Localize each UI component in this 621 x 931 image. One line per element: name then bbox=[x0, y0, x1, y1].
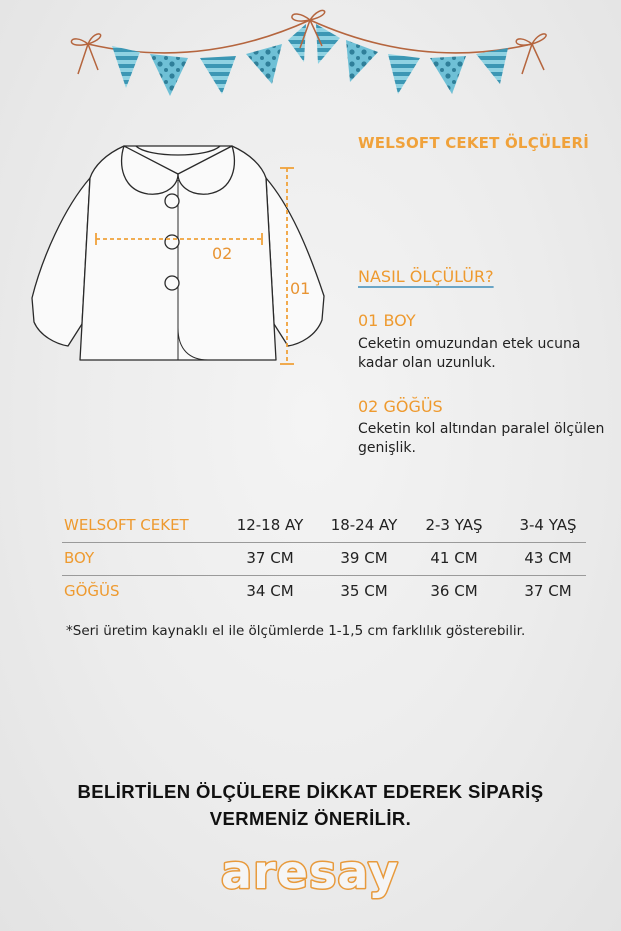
table-row-label: BOY bbox=[64, 549, 95, 567]
table-cell: 43 CM bbox=[524, 549, 572, 567]
table-cell: 37 CM bbox=[524, 582, 572, 600]
table-cell: 37 CM bbox=[246, 549, 294, 567]
table-header-cell: WELSOFT CEKET bbox=[64, 516, 189, 534]
brand-logo bbox=[210, 840, 410, 906]
length-description: Ceketin omuzundan etek ucuna kadar olan uzunluk. bbox=[358, 336, 581, 371]
order-notice bbox=[0, 778, 621, 832]
length-heading: 01 BOY bbox=[358, 311, 416, 330]
table-row bbox=[62, 543, 586, 576]
length-label: 01 bbox=[290, 279, 311, 298]
table-cell: 41 CM bbox=[430, 549, 478, 567]
table-cell: 39 CM bbox=[340, 549, 388, 567]
table-cell: 34 CM bbox=[246, 582, 294, 600]
bunting-decoration bbox=[0, 0, 621, 110]
table-header-cell: 3-4 YAŞ bbox=[519, 516, 577, 534]
flag bbox=[246, 44, 282, 84]
bow-icon bbox=[516, 34, 546, 74]
brand-logo-text: aresay bbox=[221, 845, 399, 899]
how-to-measure-heading: NASIL ÖLÇÜLÜR? bbox=[358, 267, 494, 286]
order-notice-line-2: VERMENİZ ÖNERİLİR. bbox=[209, 808, 412, 829]
table-header-row bbox=[62, 510, 586, 543]
table-header-cell: 2-3 YAŞ bbox=[425, 516, 483, 534]
flag bbox=[388, 54, 420, 94]
table-header-cell: 18-24 AY bbox=[330, 516, 398, 534]
page-title: WELSOFT CEKET ÖLÇÜLERİ bbox=[358, 134, 590, 152]
flag bbox=[316, 24, 340, 64]
flag bbox=[346, 40, 378, 82]
table-row-label: GÖĞÜS bbox=[64, 582, 120, 600]
flag bbox=[476, 48, 508, 84]
table-cell: 35 CM bbox=[340, 582, 388, 600]
flag bbox=[200, 56, 236, 94]
width-label: 02 bbox=[212, 244, 233, 263]
bow-icon bbox=[71, 34, 100, 74]
flag bbox=[288, 24, 306, 62]
size-table bbox=[62, 510, 586, 608]
flag bbox=[112, 46, 140, 88]
table-header-cell: 12-18 AY bbox=[236, 516, 304, 534]
table-row bbox=[62, 576, 586, 608]
jacket-diagram bbox=[18, 128, 338, 388]
tolerance-note: *Seri üretim kaynaklı el ile ölçümlerde 1-1,5 cm farklılık gösterebilir. bbox=[66, 623, 526, 639]
chest-description: Ceketin kol altından paralel ölçülen genişlik. bbox=[358, 421, 605, 456]
flag bbox=[150, 54, 188, 96]
flag bbox=[430, 56, 466, 94]
chest-heading: 02 GÖĞÜS bbox=[358, 397, 443, 416]
order-notice-line-1: BELİRTİLEN ÖLÇÜLERE DİKKAT EDEREK SİPARİŞ bbox=[77, 781, 544, 802]
table-cell: 36 CM bbox=[430, 582, 478, 600]
